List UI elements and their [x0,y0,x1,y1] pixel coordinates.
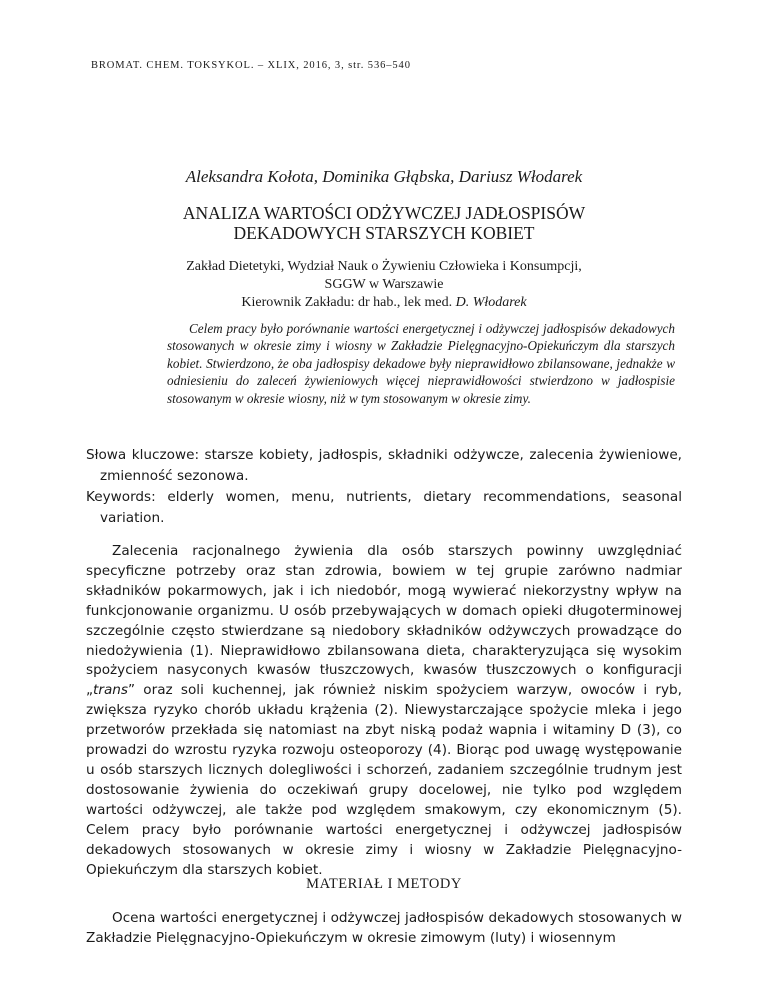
authors: Aleksandra Kołota, Dominika Głąbska, Dariusz Włodarek [185,167,583,186]
section-heading: MATERIAŁ I METODY [306,876,462,892]
keywords-polish: Słowa kluczowe: starsze kobiety, jadłospis, składniki odżywcze, zalecenia żywieniowe, zmienność sezonowa. [86,447,682,484]
affiliation [0,258,768,312]
intro-text: Zalecenia racjonalnego żywienia dla osób starszych powinny uwzględniać specyficzne potrzeby oraz stan zdrowia, bowiem w tej grupie zarówno nadmiar składników pokarmowych, jak i ich niedobór, mogą wywierać niekorzystny wpływ na funkcjonowanie organizmu. U osób przebywających w domach opieki długoterminowej szczególnie często stwierdzane są niedobory składników odżywczych prowadzące do niedożywienia (1). Nieprawidłowo zbilansowana dieta, charakteryzująca się wysokim spożyciem nasyconych kwasów tłuszczowych, kwasów tłuszczowych o konfiguracji „ [86,543,682,699]
running-header: BROMAT. CHEM. TOKSYKOL. – XLIX, 2016, 3, str. 536–540 [91,60,411,71]
keywords-block [86,445,682,529]
affiliation-line: SGGW w Warszawie [324,277,444,292]
title-line: DEKADOWYCH STARSZYCH KOBIET [233,223,535,243]
intro-text-continued: ” oraz soli kuchennej, jak również niskim spożyciem warzyw, owoców i ryb, zwiększa ryzyko chorób układu krążenia (2). Niewystarczające spożycie mleka i jego przetworów przekłada się natomiast na zbyt niską podaż wapnia i witaminy D (3), co prowadzi do wzrostu ryzyka rozwoju osteoporozy (4). Biorąc pod uwagę występowanie u osób starszych licznych dolegliwości i schorzeń, zadaniem szczególnie trudnym jest dostosowanie żywienia do oczekiwań grupy docelowej, nie tylko pod względem wartości odżywczej, ale także pod względem smakowym, czy ekonomicznym (5). Celem pracy było porównanie wartości energetycznej i odżywczej jadłospisów dekadowych stosowanych w okresie zimy i wiosny w Zakładzie Pielęgnacyjno-Opiekuńczym dla starszych kobiet. [86,682,682,878]
head-name: D. Włodarek [455,295,527,310]
article-title [0,203,768,243]
abstract: Celem pracy było porównanie wartości energetycznej i odżywczej jadłospisów dekadowych stosowanych w okresie zimy i wiosny w Zakładzie Pielęgnacyjno-Opiekuńczym dla starszych kobiet. Stwierdzono, że oba jadłospisy dekadowe były nieprawidłowo zbilansowane, jednakże w odniesieniu do zaleceń żywieniowych więcej nieprawidłowości stwierdzono w jadłospisie stosowanym w okresie wiosny, niż w tym stosowanym w okresie zimy. [167,321,675,406]
keywords-english: Keywords: elderly women, menu, nutrients, dietary recommendations, seasonal variation. [86,489,682,526]
head-label: Kierownik Zakładu: dr hab., lek med. [241,295,456,310]
head-of-department [0,294,768,312]
affiliation-line: Zakład Dietetyki, Wydział Nauk o Żywieniu Człowieka i Konsumpcji, [186,259,582,274]
title-line: ANALIZA WARTOŚCI ODŻYWCZEJ JADŁOSPISÓW [182,203,586,223]
trans-term: trans [93,682,128,699]
introduction-paragraph [86,542,682,880]
methods-paragraph: Ocena wartości energetycznej i odżywczej jadłospisów dekadowych stosowanych w Zakładzie Pielęgnacyjno-Opiekuńczym w okresie zimowym (luty) i wiosennym [86,910,682,946]
